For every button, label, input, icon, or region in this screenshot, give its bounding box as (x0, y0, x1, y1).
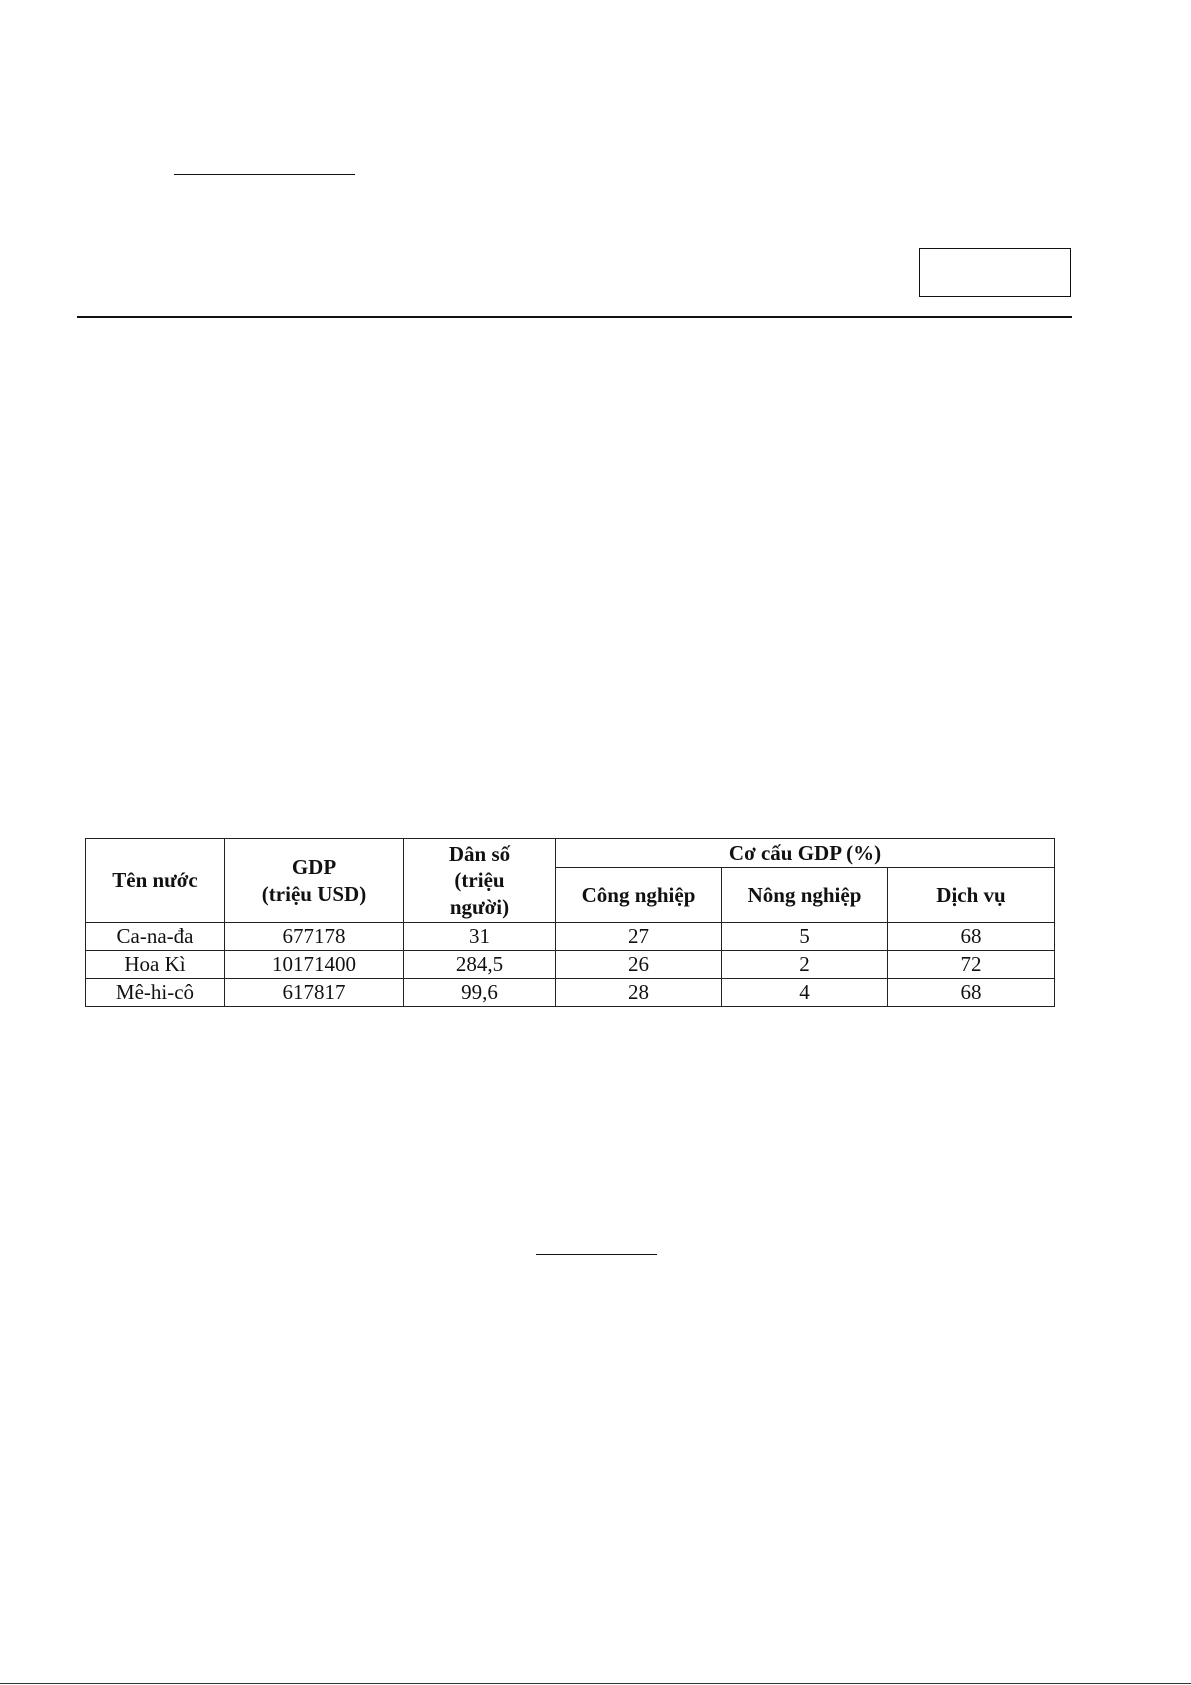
cell-services: 72 (888, 951, 1055, 979)
gdp-data-table-container (85, 838, 1054, 1007)
header-population-line-2: (triệu (454, 868, 505, 893)
header-population-line-1: Dân số (448, 842, 511, 867)
cell-agriculture: 5 (722, 923, 888, 951)
cell-industry: 26 (556, 951, 722, 979)
header-gdp-line-1: GDP (291, 855, 337, 880)
header-divider (77, 316, 1072, 318)
header-services: Dịch vụ (888, 868, 1055, 923)
page-bottom-edge (0, 1683, 1191, 1684)
table-row (86, 923, 1055, 951)
header-industry: Công nghiệp (556, 868, 722, 923)
cell-industry: 28 (556, 979, 722, 1007)
cell-agriculture: 2 (722, 951, 888, 979)
cell-gdp: 10171400 (225, 951, 404, 979)
cell-population: 99,6 (404, 979, 556, 1007)
cell-industry: 27 (556, 923, 722, 951)
short-underline-bottom (536, 1254, 657, 1255)
header-population (404, 839, 556, 923)
cell-gdp: 677178 (225, 923, 404, 951)
header-country: Tên nước (86, 839, 225, 923)
cell-services: 68 (888, 979, 1055, 1007)
cell-population: 31 (404, 923, 556, 951)
cell-agriculture: 4 (722, 979, 888, 1007)
header-agriculture: Nông nghiệp (722, 868, 888, 923)
exam-code-box (919, 248, 1071, 297)
table-row (86, 951, 1055, 979)
table-row (86, 979, 1055, 1007)
cell-country: Ca-na-đa (86, 923, 225, 951)
cell-services: 68 (888, 923, 1055, 951)
header-gdp (225, 839, 404, 923)
header-population-line-3: người) (449, 894, 510, 919)
header-gdp-structure: Cơ cấu GDP (%) (556, 839, 1055, 868)
cell-country: Mê-hi-cô (86, 979, 225, 1007)
short-underline-top (174, 174, 355, 175)
gdp-data-table (85, 838, 1055, 1007)
cell-gdp: 617817 (225, 979, 404, 1007)
cell-country: Hoa Kì (86, 951, 225, 979)
cell-population: 284,5 (404, 951, 556, 979)
header-gdp-line-2: (triệu USD) (261, 881, 367, 906)
